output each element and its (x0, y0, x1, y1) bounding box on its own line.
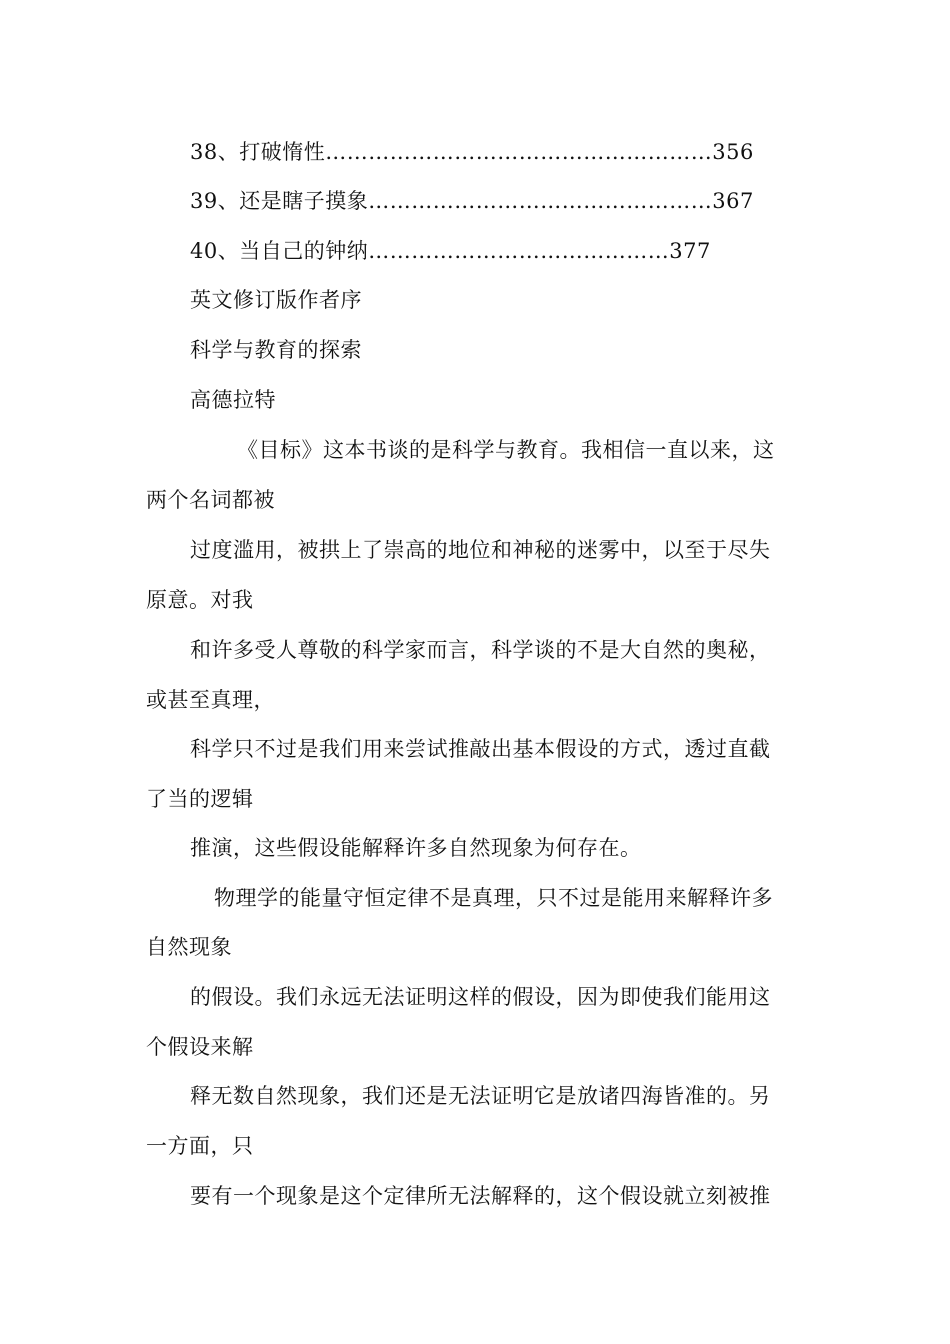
preface-author: 高德拉特 (190, 388, 276, 412)
paragraph-line: 一方面，只 (146, 1134, 254, 1158)
paragraph-line: 原意。对我 (146, 588, 254, 612)
toc-entry-40: 40、当自己的钟纳……………………………………377 (190, 239, 711, 263)
preface-title: 英文修订版作者序 (190, 288, 362, 312)
paragraph-line: 或甚至真理， (146, 688, 275, 712)
paragraph-line: 两个名词都被 (146, 488, 275, 512)
paragraph-line: 《目标》这本书谈的是科学与教育。我相信一直以来，这 (237, 438, 775, 462)
toc-entry-38: 38、打破惰性………………………………………………356 (190, 140, 754, 164)
paragraph-line: 的假设。我们永远无法证明这样的假设，因为即使我们能用这 (190, 985, 771, 1009)
paragraph-line: 释无数自然现象，我们还是无法证明它是放诸四海皆准的。另 (190, 1084, 771, 1108)
paragraph-line: 个假设来解 (146, 1035, 254, 1059)
preface-subtitle: 科学与教育的探索 (190, 338, 362, 362)
paragraph-line: 要有一个现象是这个定律所无法解释的，这个假设就立刻被推 (190, 1184, 771, 1208)
paragraph-line: 科学只不过是我们用来尝试推敲出基本假设的方式，透过直截 (190, 737, 771, 761)
toc-entry-39: 39、还是瞎子摸象…………………………………………367 (190, 189, 754, 213)
paragraph-line: 过度滥用，被拱上了崇高的地位和神秘的迷雾中，以至于尽失 (190, 538, 771, 562)
paragraph-line: 了当的逻辑 (146, 787, 254, 811)
paragraph-line: 物理学的能量守恒定律不是真理，只不过是能用来解释许多 (214, 886, 773, 910)
paragraph-line: 推演，这些假设能解释许多自然现象为何存在。 (190, 836, 642, 860)
paragraph-line: 和许多受人尊敬的科学家而言，科学谈的不是大自然的奥秘， (190, 638, 771, 662)
paragraph-line: 自然现象 (146, 935, 232, 959)
